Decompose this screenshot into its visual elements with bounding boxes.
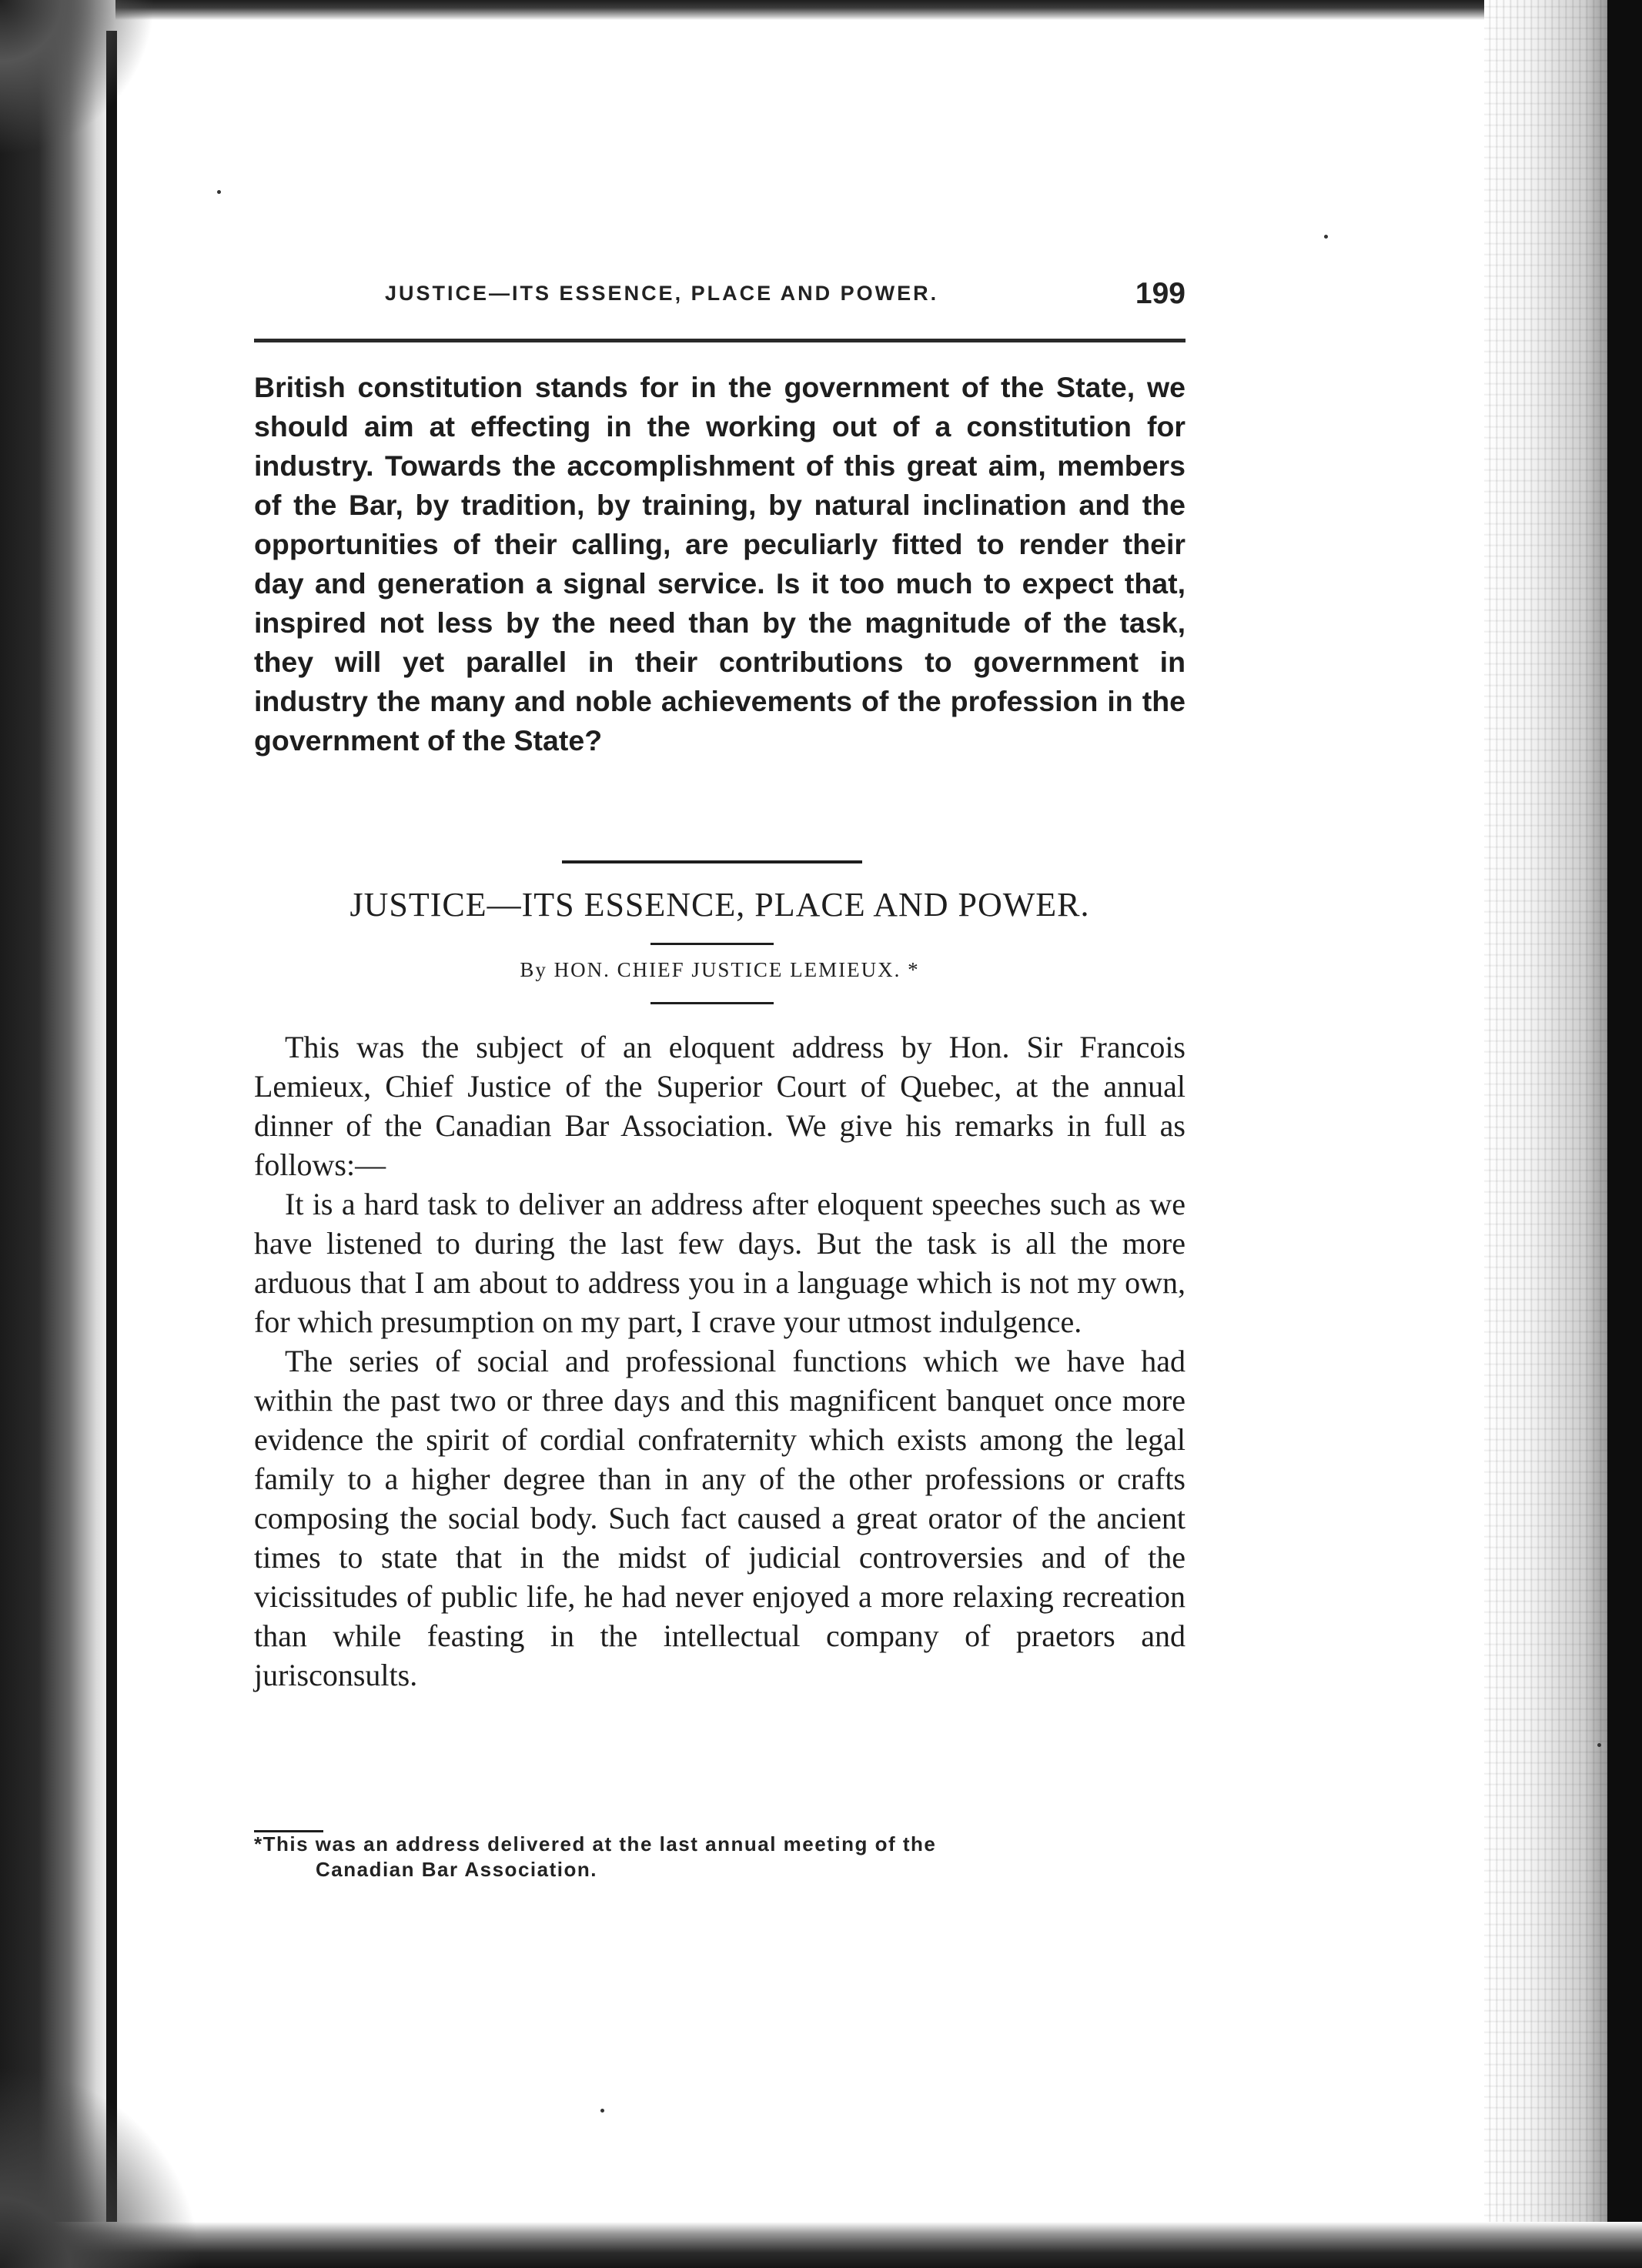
scan-edge-right-noise — [1484, 0, 1607, 2268]
page-number: 199 — [1135, 277, 1186, 310]
body-paragraph: This was the subject of an eloquent address by Hon. Sir Francois Lemieux, Chief Justice of the Superior Court of Quebec, at the annual dinner of the Canadian Bar Association. We give his remarks in full as follows:— — [254, 1030, 1186, 1182]
byline-rule — [650, 1002, 774, 1004]
running-head — [254, 277, 1186, 323]
footnote — [254, 1832, 1189, 1882]
scan-edge-top — [0, 0, 1642, 20]
footnote-line: *This was an address delivered at the last annual meeting of the — [254, 1832, 937, 1855]
running-head-rule — [254, 339, 1186, 342]
scan-edge-bottom — [0, 2222, 1642, 2268]
book-page — [254, 277, 1186, 1881]
previous-article-conclusion: British constitution stands for in the government of the State, we should aim at effecting in the working out of a constitution for industry. Towards the accomplishment of this great aim, members of the Bar, by tradition, by training, by natural inclination and the opportunities of their calling, are peculiarly fitted to render their day and generation a signal service. Is it too much to expect that, inspired not less by the need than by the magnitude of the task, they will yet parallel in their contributions to government in industry the many and noble achievements of the profession in the government of the State? — [254, 371, 1186, 757]
body-paragraph: It is a hard task to deliver an address after eloquent speeches such as we have listened to during the last few days. But the task is all the more arduous that I am about to address you in a language which is not my own, for which presumption on my part, I crave your utmost indulgence. — [254, 1187, 1186, 1339]
scan-corner-top-left — [0, 0, 185, 154]
scan-edge-right — [1607, 0, 1642, 2268]
body-paragraph: The series of social and professional functions which we have had within the past two or three days and this magnificent banquet once more evidence the spirit of cordial confraternity which exists among the legal family to a higher degree than in any of the other professions or crafts composing the social body. Such fact caused a great orator of the ancient times to state that in the midst of judicial controversies and of the vicissitudes of public life, he had never enjoyed a more relaxing recreation than while feasting in the intellectual company of praetors and jurisconsults. — [254, 1344, 1186, 1692]
scan-speck — [600, 2109, 604, 2113]
footnote-line: Canadian Bar Association. — [316, 1858, 597, 1881]
scan-speck — [1597, 1743, 1601, 1747]
scan-corner-bottom-left — [0, 2068, 200, 2268]
scan-spine — [106, 31, 117, 2232]
article-body — [254, 1027, 1186, 1695]
scan-edge-left — [0, 0, 115, 2268]
scan-speck — [217, 190, 221, 194]
article-byline: By HON. CHIEF JUSTICE LEMIEUX. * — [520, 958, 920, 981]
scan-speck — [1324, 235, 1328, 239]
article-title: JUSTICE—ITS ESSENCE, PLACE AND POWER. — [349, 886, 1090, 924]
article-separator-rule — [562, 860, 862, 863]
running-head-title: JUSTICE—ITS ESSENCE, PLACE AND POWER. — [385, 282, 939, 305]
title-rule — [650, 943, 774, 945]
